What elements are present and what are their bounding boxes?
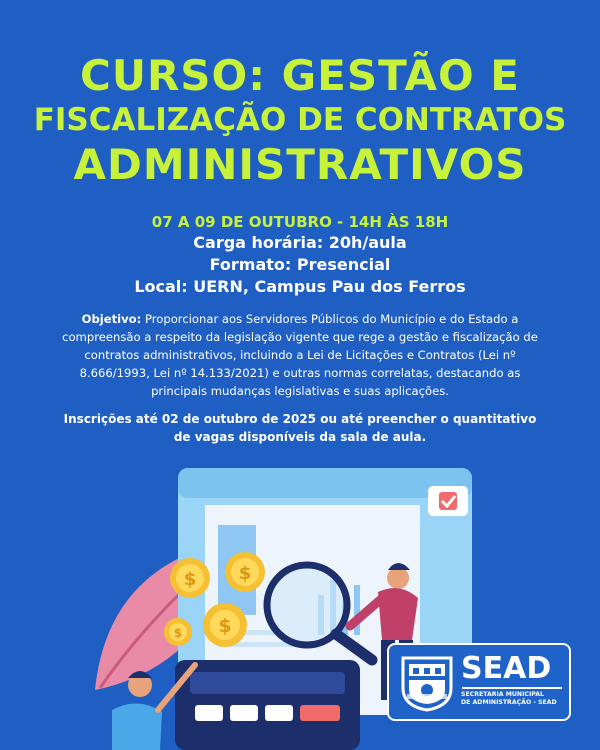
course-format: Formato: Presencial <box>209 255 391 274</box>
course-title-line1: CURSO: GESTÃO E <box>80 51 520 100</box>
svg-text:$: $ <box>218 615 232 637</box>
course-location: Local: UERN, Campus Pau dos Ferros <box>134 277 466 296</box>
logo-subtitle <box>461 691 567 707</box>
dollar-coin-icon <box>170 558 210 598</box>
checkbox-icon <box>428 486 468 516</box>
course-objective <box>55 310 545 400</box>
objective-label: Objetivo: <box>81 312 142 326</box>
course-workload: Carga horária: 20h/aula <box>193 233 407 252</box>
svg-text:$: $ <box>238 563 252 584</box>
objective-text: Proporcionar aos Servidores Públicos do Município e do Estado a compreensão a respeito da legislação vigente que rege a gestão e fiscalização de contratos administrativos, incluindo a Lei de Licitações e Contratos (Lei nº 8.666/1993, Lei nº 14.133/2021) e outras normas correlatas, destacando as principais mudanças legislativas e suas aplicações. <box>62 312 538 398</box>
dollar-coin-icon <box>225 552 265 592</box>
logo-name: SEAD <box>461 651 552 686</box>
svg-text:$: $ <box>173 626 183 640</box>
course-title-line2: FISCALIZAÇÃO DE CONTRATOS <box>33 102 567 138</box>
course-title-line3: ADMINISTRATIVOS <box>73 140 527 189</box>
course-info <box>0 212 600 298</box>
course-dates: 07 A 09 DE OUTUBRO - 14H ÀS 18H <box>151 213 449 231</box>
registration-notice: Inscrições até 02 de outubro de 2025 ou até preencher o quantitativo de vagas disponíveis da sala de aula. <box>63 412 537 444</box>
sead-logo <box>387 643 571 721</box>
logo-divider <box>462 687 562 689</box>
svg-text:$: $ <box>183 569 197 590</box>
dollar-coin-icon <box>164 618 192 646</box>
city-crest-icon <box>399 654 455 712</box>
logo-subtitle-line2: DE ADMINISTRAÇÃO - SEAD <box>461 699 557 706</box>
dollar-coin-icon <box>203 603 247 647</box>
back-panel-top <box>178 468 472 498</box>
logo-subtitle-line1: SECRETARIA MUNICIPAL <box>461 691 544 698</box>
course-title <box>0 52 600 190</box>
calculator-icon <box>175 660 360 750</box>
